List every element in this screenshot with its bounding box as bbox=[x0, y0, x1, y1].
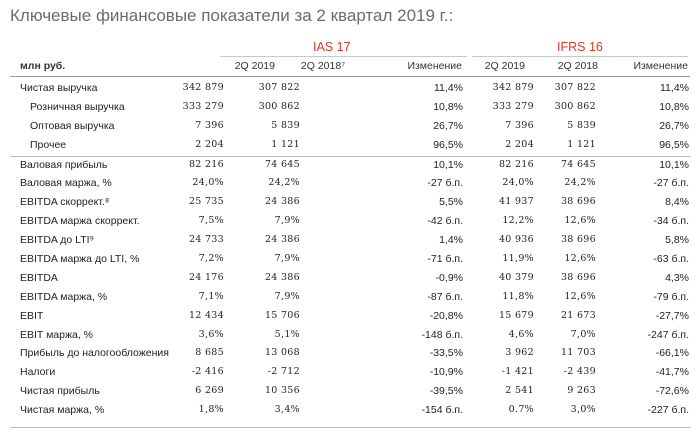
cell-ias-2q2019: 333 279 bbox=[182, 100, 224, 112]
cell-ifrs-2q2019: 342 879 bbox=[492, 82, 534, 93]
cell-ias-2q2019: 25 735 bbox=[188, 196, 224, 208]
col-header-ias-2q2019: 2Q 2019 bbox=[234, 60, 275, 72]
cell-ias-change: -33,5% bbox=[429, 347, 463, 360]
row-label: EBIT маржа, % bbox=[20, 328, 93, 341]
cell-ifrs-change: -41,7% bbox=[655, 366, 689, 379]
cell-ias-change: 10,8% bbox=[433, 100, 463, 113]
table-body bbox=[10, 80, 690, 421]
col-header-ifrs-change: Изменение bbox=[633, 60, 688, 72]
table-row bbox=[10, 383, 690, 402]
page-title: Ключевые финансовые показатели за 2 квартал 2019 г.: bbox=[10, 6, 454, 25]
row-label: EBITDA маржа, % bbox=[20, 290, 108, 303]
cell-ifrs-2q2019: 15 679 bbox=[498, 309, 534, 321]
cell-ifrs-2q2018: 12,6% bbox=[564, 215, 596, 227]
row-label: EBITDA скоррект.⁸ bbox=[20, 196, 110, 209]
cell-ifrs-change: 10,1% bbox=[659, 158, 689, 171]
cell-ifrs-2q2018: 1 121 bbox=[567, 138, 596, 150]
table-row bbox=[10, 364, 690, 383]
cell-ias-change: -0,9% bbox=[435, 271, 463, 284]
table-header bbox=[10, 60, 690, 74]
cell-ias-2q2018: 300 862 bbox=[258, 100, 300, 112]
cell-ifrs-2q2019: 82 216 bbox=[498, 158, 534, 170]
cell-ifrs-2q2019: 11,8% bbox=[502, 290, 534, 302]
cell-ias-2q2019: 3,6% bbox=[198, 328, 224, 340]
col-header-ifrs-2q2018: 2Q 2018 bbox=[557, 60, 598, 72]
row-label: EBIT bbox=[20, 309, 44, 322]
row-label: Валовая прибыль bbox=[20, 158, 108, 171]
table-row bbox=[10, 289, 690, 308]
cell-ias-2q2019: 8 685 bbox=[195, 347, 224, 359]
cell-ifrs-2q2018: 5 839 bbox=[567, 119, 596, 131]
cell-ifrs-change: -247 б.п. bbox=[647, 328, 689, 341]
col-header-ias-change: Изменение bbox=[407, 60, 462, 72]
cell-ias-change: 10,1% bbox=[433, 158, 463, 171]
table-row bbox=[10, 99, 690, 118]
cell-ias-2q2018: 7,9% bbox=[274, 215, 300, 227]
cell-ifrs-change: -227 б.п. bbox=[647, 404, 689, 417]
row-label: Налоги bbox=[20, 366, 56, 379]
cell-ifrs-2q2018: 38 696 bbox=[560, 234, 596, 246]
cell-ifrs-2q2019: 3 962 bbox=[505, 347, 534, 359]
cell-ifrs-2q2018: 38 696 bbox=[560, 271, 596, 283]
cell-ifrs-change: -66,1% bbox=[655, 347, 689, 360]
cell-ifrs-change: -27,7% bbox=[655, 309, 689, 322]
group-header-ifrs16: IFRS 16 bbox=[557, 40, 603, 54]
group-header-ias17: IAS 17 bbox=[313, 40, 351, 54]
cell-ias-change: 96,5% bbox=[433, 138, 463, 151]
cell-ifrs-change: 4,3% bbox=[665, 271, 689, 284]
cell-ias-change: -27 б.п. bbox=[427, 177, 463, 190]
cell-ias-2q2019: 24 733 bbox=[188, 234, 224, 246]
cell-ias-2q2019: 7,2% bbox=[198, 253, 224, 265]
table-row bbox=[10, 270, 690, 289]
row-label: Оптовая выручка bbox=[30, 119, 115, 132]
cell-ias-2q2018: 24 386 bbox=[264, 271, 300, 283]
table-row bbox=[10, 213, 690, 232]
cell-ias-2q2019: 82 216 bbox=[188, 158, 224, 170]
cell-ias-2q2019: 342 879 bbox=[182, 82, 224, 93]
row-label: Розничная выручка bbox=[30, 100, 125, 113]
cell-ias-2q2018: 307 822 bbox=[258, 82, 300, 93]
col-header-ifrs-2q2019: 2Q 2019 bbox=[484, 60, 525, 72]
row-label: Чистая прибыль bbox=[20, 385, 100, 398]
cell-ifrs-2q2019: 41 937 bbox=[498, 196, 534, 208]
cell-ias-2q2019: 6 269 bbox=[195, 385, 224, 397]
group-underline-ifrs16 bbox=[472, 56, 688, 57]
table-row bbox=[10, 156, 690, 176]
table-row bbox=[10, 327, 690, 346]
cell-ias-2q2019: 2 204 bbox=[195, 138, 224, 150]
cell-ifrs-2q2018: 38 696 bbox=[560, 196, 596, 208]
cell-ias-2q2018: 24 386 bbox=[264, 196, 300, 208]
cell-ias-2q2019: 7,1% bbox=[198, 290, 224, 302]
cell-ias-change: 11,4% bbox=[434, 82, 463, 94]
cell-ias-change: 1,4% bbox=[439, 234, 463, 247]
table-row bbox=[10, 118, 690, 137]
cell-ias-2q2019: 24 176 bbox=[188, 271, 224, 283]
cell-ifrs-2q2018: 9 263 bbox=[567, 385, 596, 397]
cell-ifrs-2q2018: 74 645 bbox=[560, 158, 596, 170]
cell-ifrs-2q2019: 333 279 bbox=[492, 100, 534, 112]
table-row bbox=[10, 175, 690, 194]
table-row bbox=[10, 251, 690, 270]
table-row bbox=[10, 402, 690, 421]
units-label: млн руб. bbox=[20, 60, 66, 72]
cell-ias-2q2019: 1,8% bbox=[198, 404, 224, 416]
cell-ias-change: -71 б.п. bbox=[427, 253, 463, 266]
cell-ifrs-2q2018: 7,0% bbox=[570, 328, 596, 340]
cell-ifrs-2q2018: 12,6% bbox=[564, 253, 596, 265]
table-row bbox=[10, 137, 690, 156]
row-label: Валовая маржа, % bbox=[20, 177, 112, 190]
col-header-ias-2q2018: 2Q 2018⁷ bbox=[300, 60, 345, 72]
cell-ifrs-2q2019: 4,6% bbox=[508, 328, 534, 340]
cell-ias-change: -10,9% bbox=[429, 366, 463, 379]
cell-ifrs-2q2018: 11 703 bbox=[560, 347, 596, 359]
cell-ifrs-2q2019: -1 421 bbox=[501, 366, 534, 378]
cell-ifrs-2q2019: 0.7% bbox=[508, 404, 534, 416]
cell-ias-change: 26,7% bbox=[433, 119, 463, 132]
cell-ias-2q2018: 13 068 bbox=[264, 347, 300, 359]
cell-ias-change: -154 б.п. bbox=[421, 404, 463, 417]
cell-ias-2q2018: 15 706 bbox=[264, 309, 300, 321]
row-label: EBITDA до LTI⁹ bbox=[20, 234, 95, 247]
table-bottom-border bbox=[10, 427, 690, 428]
cell-ifrs-change: -72,6% bbox=[655, 385, 689, 398]
cell-ias-change: -39,5% bbox=[429, 385, 463, 398]
cell-ifrs-2q2018: 300 862 bbox=[554, 100, 596, 112]
cell-ias-change: -42 б.п. bbox=[427, 215, 463, 228]
row-label: Прибыль до налогообложения bbox=[20, 347, 169, 360]
cell-ifrs-2q2019: 2 541 bbox=[505, 385, 534, 397]
cell-ifrs-2q2018: 307 822 bbox=[554, 82, 596, 93]
cell-ias-2q2019: 12 434 bbox=[188, 309, 224, 321]
row-label: EBITDA маржа скоррект. bbox=[20, 215, 140, 228]
cell-ifrs-change: 26,7% bbox=[659, 119, 689, 132]
cell-ias-2q2018: 74 645 bbox=[264, 158, 300, 170]
cell-ifrs-change: -27 б.п. bbox=[653, 177, 689, 190]
cell-ias-2q2018: 5 839 bbox=[271, 119, 300, 131]
row-label: EBITDA маржа до LTI, % bbox=[20, 253, 140, 266]
header-divider bbox=[10, 76, 690, 77]
cell-ifrs-2q2018: 3,0% bbox=[570, 404, 596, 416]
cell-ias-2q2018: 1 121 bbox=[271, 138, 300, 150]
cell-ias-2q2018: -2 712 bbox=[267, 366, 300, 378]
table-row bbox=[10, 194, 690, 213]
cell-ias-2q2018: 10 356 bbox=[264, 385, 300, 397]
cell-ifrs-change: -79 б.п. bbox=[653, 290, 689, 303]
cell-ifrs-2q2019: 11,9% bbox=[502, 253, 534, 265]
cell-ifrs-2q2018: 12,6% bbox=[564, 290, 596, 302]
cell-ifrs-2q2018: 24,2% bbox=[564, 177, 596, 189]
row-label: Прочее bbox=[30, 138, 67, 151]
cell-ifrs-change: -63 б.п. bbox=[653, 253, 689, 266]
cell-ias-change: -148 б.п. bbox=[421, 328, 463, 341]
row-label: EBITDA bbox=[20, 271, 58, 284]
cell-ifrs-change: 11,4% bbox=[660, 82, 689, 94]
cell-ias-2q2018: 24,2% bbox=[268, 177, 300, 189]
cell-ias-2q2018: 7,9% bbox=[274, 290, 300, 302]
cell-ifrs-2q2018: -2 439 bbox=[563, 366, 596, 378]
row-label: Чистая маржа, % bbox=[20, 404, 105, 417]
cell-ifrs-2q2019: 24,0% bbox=[502, 177, 534, 189]
cell-ifrs-change: 96,5% bbox=[659, 138, 689, 151]
cell-ias-2q2018: 5,1% bbox=[274, 328, 300, 340]
group-underline-ias17 bbox=[220, 56, 467, 57]
table-row bbox=[10, 80, 690, 99]
cell-ias-2q2019: 24,0% bbox=[192, 177, 224, 189]
cell-ifrs-change: -34 б.п. bbox=[653, 215, 689, 228]
table-row bbox=[10, 308, 690, 327]
cell-ifrs-2q2019: 12,2% bbox=[502, 215, 534, 227]
table-row bbox=[10, 232, 690, 251]
cell-ias-2q2019: -2 416 bbox=[191, 366, 224, 378]
cell-ifrs-2q2019: 2 204 bbox=[505, 138, 534, 150]
cell-ifrs-2q2019: 7 396 bbox=[505, 119, 534, 131]
cell-ifrs-change: 8,4% bbox=[665, 196, 689, 209]
cell-ifrs-2q2019: 40 379 bbox=[498, 271, 534, 283]
table-row bbox=[10, 345, 690, 364]
cell-ias-change: -20,8% bbox=[429, 309, 463, 322]
cell-ias-2q2018: 3,4% bbox=[274, 404, 300, 416]
cell-ias-2q2018: 24 386 bbox=[264, 234, 300, 246]
cell-ias-2q2019: 7 396 bbox=[195, 119, 224, 131]
cell-ifrs-2q2019: 40 936 bbox=[498, 234, 534, 246]
cell-ias-change: 5,5% bbox=[439, 196, 463, 209]
cell-ias-2q2019: 7,5% bbox=[198, 215, 224, 227]
cell-ifrs-2q2018: 21 673 bbox=[560, 309, 596, 321]
cell-ifrs-change: 5,8% bbox=[665, 234, 689, 247]
cell-ifrs-change: 10,8% bbox=[659, 100, 689, 113]
cell-ias-change: -87 б.п. bbox=[427, 290, 463, 303]
cell-ias-2q2018: 7,9% bbox=[274, 253, 300, 265]
row-label: Чистая выручка bbox=[20, 82, 98, 94]
